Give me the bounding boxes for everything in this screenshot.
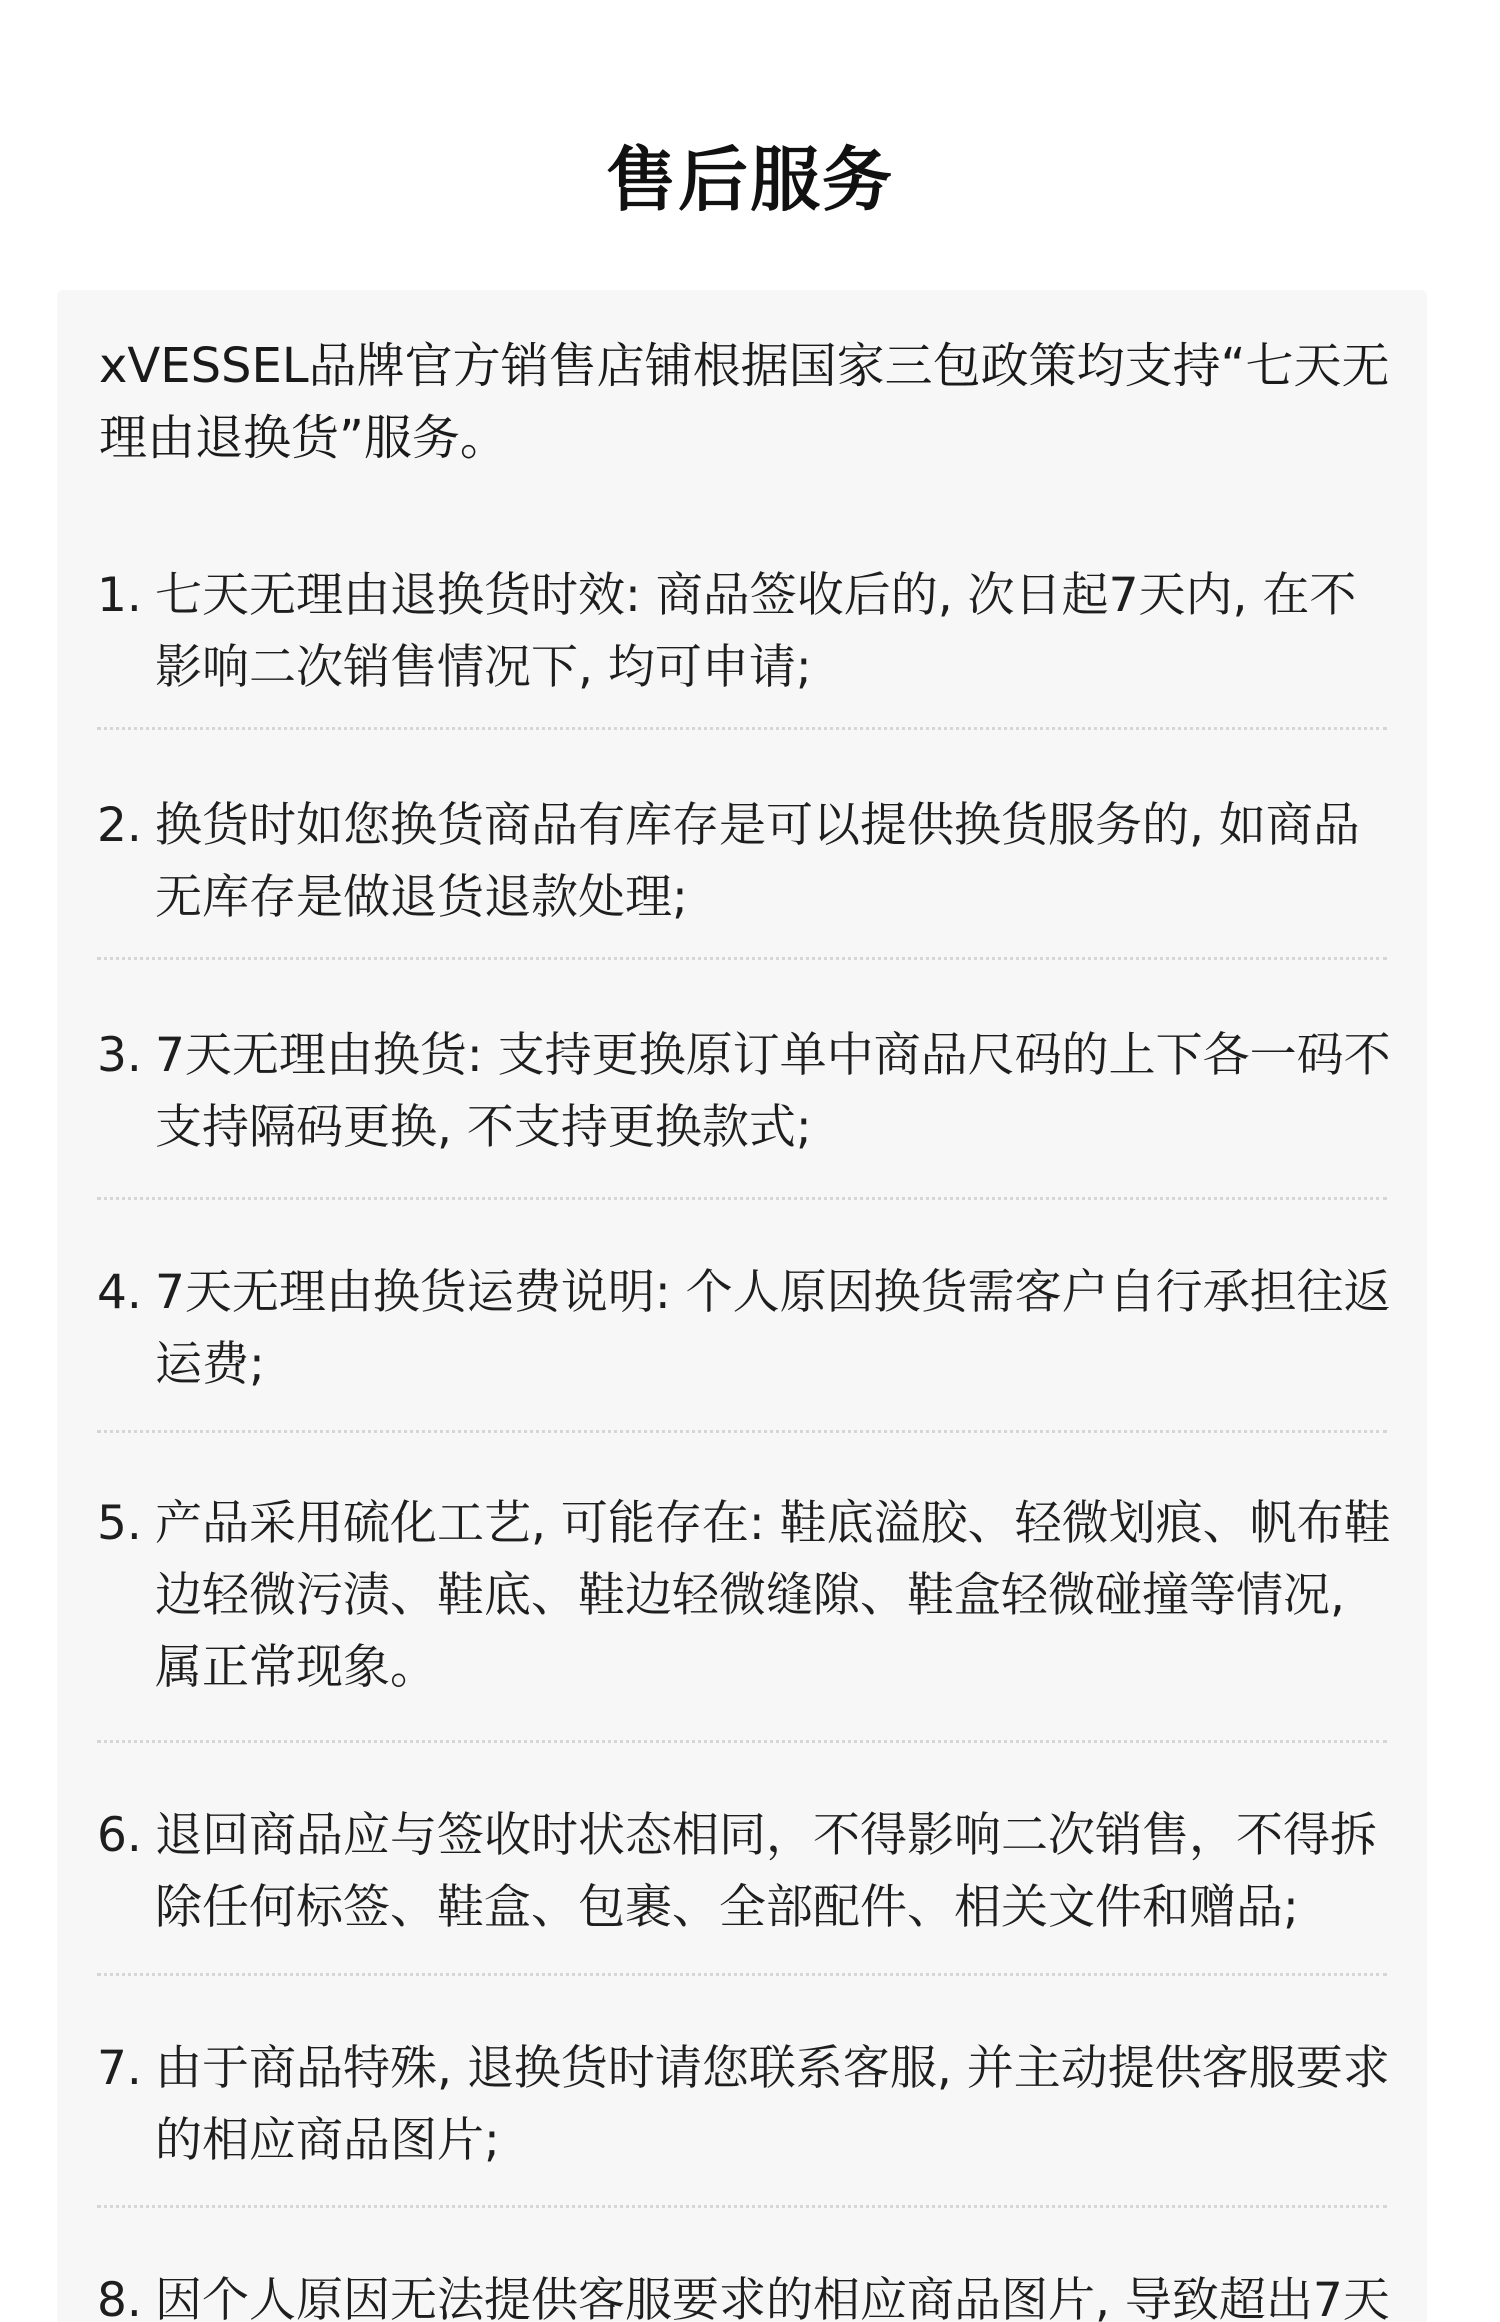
divider bbox=[97, 957, 1387, 960]
item-number: 1. bbox=[97, 568, 142, 623]
item-text: 由于商品特殊, 退换货时请您联系客服, 并主动提供客服要求的相应商品图片; bbox=[155, 2041, 1390, 2168]
divider bbox=[97, 1740, 1387, 1743]
item-text: 产品采用硫化工艺, 可能存在: 鞋底溢胶、轻微划痕、帆布鞋边轻微污渍、鞋底、鞋边轻微缝隙、鞋盒轻微碰撞等情况, 属正常现象。 bbox=[155, 1496, 1391, 1695]
item-number: 5. bbox=[97, 1496, 142, 1551]
divider bbox=[97, 1430, 1387, 1433]
page-title: 售后服务 bbox=[606, 139, 894, 221]
intro-paragraph: xVESSEL品牌官方销售店铺根据国家三包政策均支持“七天无理由退换货”服务。 bbox=[99, 338, 1390, 466]
item-text: 七天无理由退换货时效: 商品签收后的, 次日起7天内, 在不影响二次销售情况下, 均可申请; bbox=[155, 568, 1357, 695]
item-text: 因个人原因无法提供客服要求的相应商品图片, 导致超出7天 bbox=[155, 2273, 1390, 2322]
policy-item-7 bbox=[97, 2033, 1397, 2177]
item-number: 3. bbox=[97, 1028, 142, 1083]
policy-item-8 bbox=[97, 2265, 1397, 2322]
item-number: 4. bbox=[97, 1265, 142, 1320]
item-text: 换货时如您换货商品有库存是可以提供换货服务的, 如商品无库存是做退货退款处理; bbox=[155, 798, 1360, 925]
item-number: 2. bbox=[97, 798, 142, 853]
policy-item-6 bbox=[97, 1800, 1397, 1944]
item-number: 8. bbox=[97, 2273, 142, 2322]
policy-item-1 bbox=[97, 560, 1397, 704]
divider bbox=[97, 1973, 1387, 1976]
item-number: 7. bbox=[97, 2041, 142, 2096]
policy-item-2 bbox=[97, 790, 1397, 934]
policy-item-5 bbox=[97, 1488, 1397, 1704]
divider bbox=[97, 2205, 1387, 2208]
item-text: 7天无理由换货运费说明: 个人原因换货需客户自行承担往返运费; bbox=[155, 1265, 1391, 1392]
policy-item-4 bbox=[97, 1257, 1397, 1401]
after-sales-panel bbox=[57, 290, 1427, 2322]
item-text: 退回商品应与签收时状态相同，不得影响二次销售，不得拆除任何标签、鞋盒、包裹、全部配件、相关文件和赠品; bbox=[155, 1808, 1377, 1935]
policy-item-3 bbox=[97, 1020, 1397, 1164]
item-number: 6. bbox=[97, 1808, 142, 1863]
divider bbox=[97, 727, 1387, 730]
divider bbox=[97, 1197, 1387, 1200]
item-text: 7天无理由换货: 支持更换原订单中商品尺码的上下各一码不支持隔码更换, 不支持更换款式; bbox=[155, 1028, 1391, 1155]
